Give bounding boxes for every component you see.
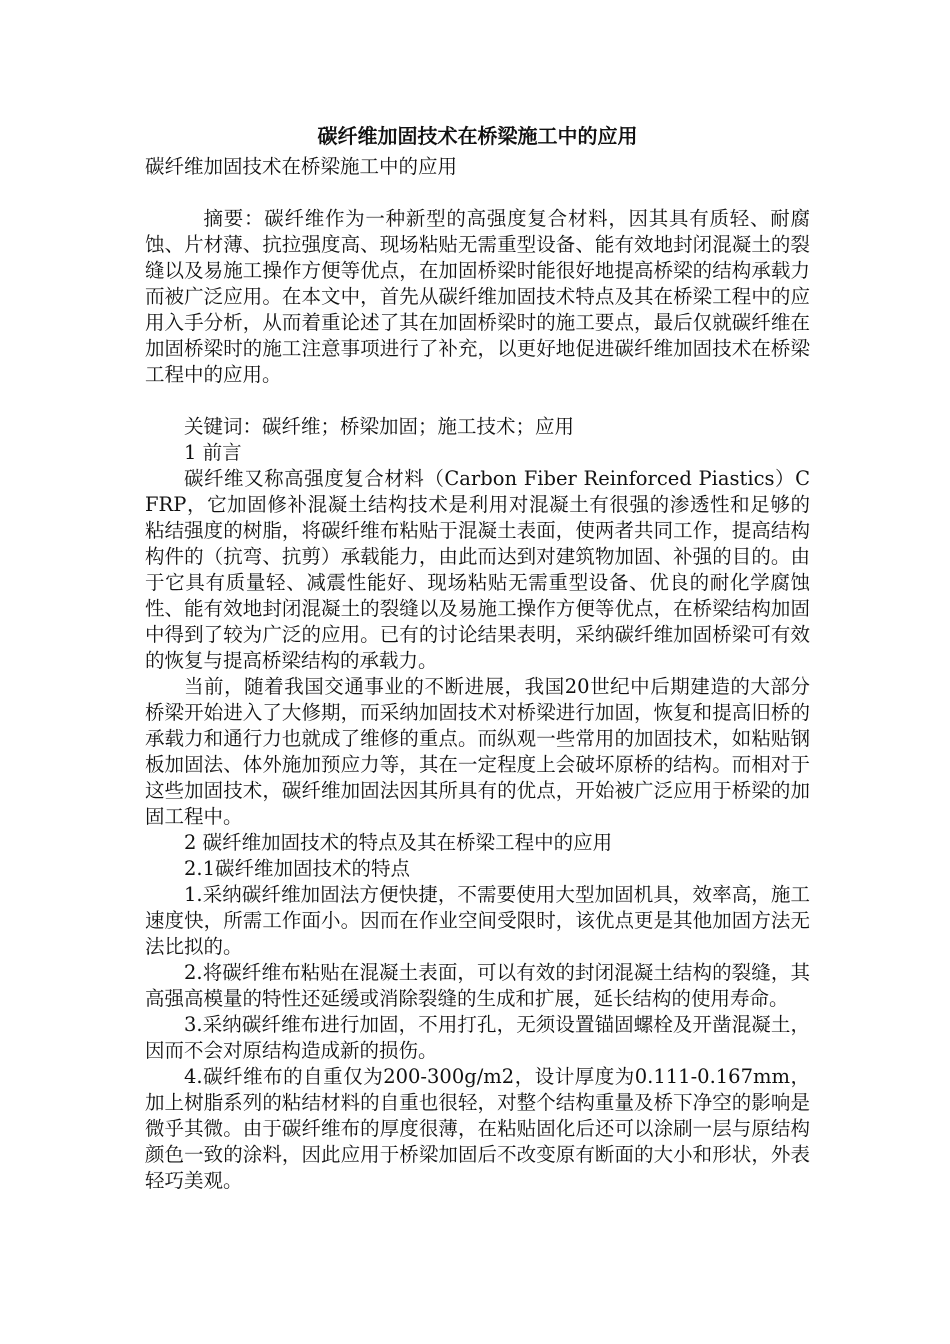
section-2-heading: 2 碳纤维加固技术的特点及其在桥梁工程中的应用: [184, 831, 613, 854]
document-subtitle: 碳纤维加固技术在桥梁施工中的应用: [145, 155, 458, 178]
list-item-1: 1.采纳碳纤维加固法方便快捷，不需要使用大型加固机具，效率高，施工速度快，所需工作面小。因而在作业空间受限时，该优点更是其他加固方法无法比拟的。: [145, 883, 810, 958]
section-1-heading: 1 前言: [184, 441, 242, 464]
section-2-1-heading: 2.1碳纤维加固技术的特点: [184, 857, 411, 880]
document-body: [145, 118, 810, 1194]
list-item-4: 4.碳纤维布的自重仅为200-300g/m2，设计厚度为0.111-0.167mm，加上树脂系列的粘结材料的自重也很轻，对整个结构重量及桥下净空的影响是微乎其微。由于碳纤维布的厚度很薄，在粘贴固化后还可以涂刷一层与原结构颜色一致的涂料，因此应用于桥梁加固后不改变原有断面的大小和形状，外表轻巧美观。: [145, 1065, 810, 1192]
document-title: 碳纤维加固技术在桥梁施工中的应用: [317, 124, 638, 148]
section-1-paragraph-2: 当前，随着我国交通事业的不断进展，我国20世纪中后期建造的大部分桥梁开始进入了大修期，而采纳加固技术对桥梁进行加固，恢复和提高旧桥的承载力和通行力也就成了维修的重点。而纵观一些常用的加固技术，如粘贴钢板加固法、体外施加预应力等，其在一定程度上会破坏原桥的结构。而相对于这些加固技术，碳纤维加固法因其所具有的优点，开始被广泛应用于桥梁的加固工程中。: [145, 675, 810, 828]
section-1-paragraph-1: 碳纤维又称高强度复合材料（Carbon Fiber Reinforced Piastics）CFRP，它加固修补混凝土结构技术是利用对混凝土有很强的渗透性和足够的粘结强度的树脂，将碳纤维布粘贴于混凝土表面，使两者共同工作，提高结构构件的（抗弯、抗剪）承载能力，由此而达到对建筑物加固、补强的目的。由于它具有质量轻、减震性能好、现场粘贴无需重型设备、优良的耐化学腐蚀性、能有效地封闭混凝土的裂缝以及易施工操作方便等优点，在桥梁结构加固中得到了较为广泛的应用。已有的讨论结果表明，采纳碳纤维加固桥梁可有效的恢复与提高桥梁结构的承载力。: [145, 467, 810, 672]
spacer: [145, 180, 810, 206]
spacer: [145, 388, 810, 414]
abstract-paragraph: 摘要：碳纤维作为一种新型的高强度复合材料，因其具有质轻、耐腐蚀、片材薄、抗拉强度高、现场粘贴无需重型设备、能有效地封闭混凝土的裂缝以及易施工操作方便等优点，在加固桥梁时能很好地提高桥梁的结构承载力而被广泛应用。在本文中，首先从碳纤维加固技术特点及其在桥梁工程中的应用入手分析，从而着重论述了其在加固桥梁时的施工要点，最后仅就碳纤维在加固桥梁时的施工注意事项进行了补充，以更好地促进碳纤维加固技术在桥梁工程中的应用。: [145, 207, 810, 386]
list-item-2: 2.将碳纤维布粘贴在混凝土表面，可以有效的封闭混凝土结构的裂缝，其高强高模量的特性还延缓或消除裂缝的生成和扩展，延长结构的使用寿命。: [145, 961, 810, 1010]
keywords-line: 关键词：碳纤维；桥梁加固；施工技术；应用: [184, 415, 575, 438]
list-item-3: 3.采纳碳纤维布进行加固，不用打孔，无须设置锚固螺栓及开凿混凝土，因而不会对原结构造成新的损伤。: [145, 1013, 810, 1062]
